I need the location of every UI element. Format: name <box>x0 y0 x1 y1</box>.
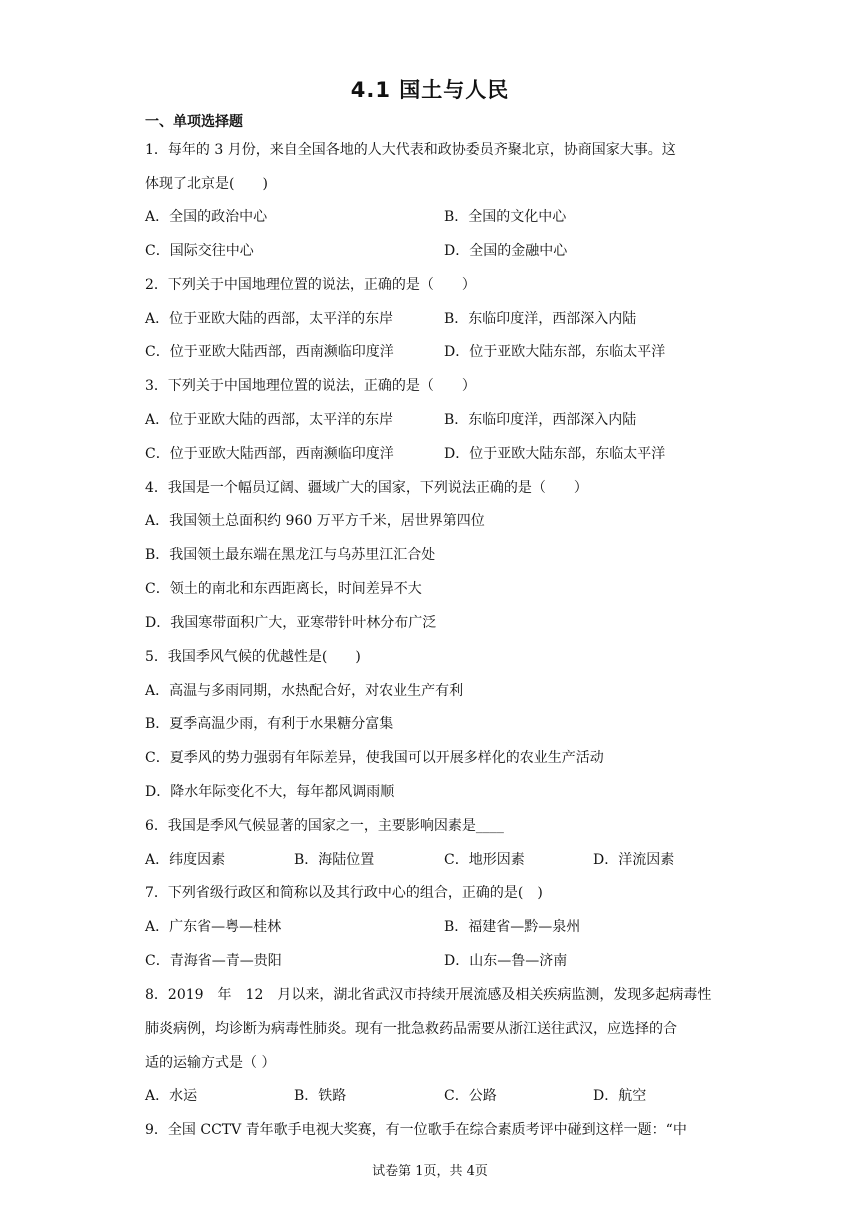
question-1-line-2: 体现了北京是( ) <box>145 176 268 192</box>
question-2-option-b: B．东临印度洋，西部深入内陆 <box>444 311 637 327</box>
question-4-option-b: B．我国领土最东端在黑龙江与乌苏里江汇合处 <box>145 547 436 563</box>
question-3-option-a: A．位于亚欧大陆的西部，太平洋的东岸 <box>145 412 394 428</box>
question-7-option-c: C．青海省—青—贵阳 <box>145 953 282 969</box>
question-8-option-c: C．公路 <box>444 1088 497 1104</box>
question-7-option-b: B．福建省—黔—泉州 <box>444 919 581 935</box>
question-6-option-a: A．纬度因素 <box>145 852 226 868</box>
question-1-option-a: A．全国的政治中心 <box>145 209 268 225</box>
page-title: 4.1 国土与人民 <box>350 78 510 102</box>
question-4-option-c: C．领土的南北和东西距离长，时间差异不大 <box>145 581 422 597</box>
question-8-option-a: A．水运 <box>145 1088 198 1104</box>
question-5-option-a: A．高温与多雨同期，水热配合好，对农业生产有利 <box>145 683 464 699</box>
question-2-option-a: A．位于亚欧大陆的西部，太平洋的东岸 <box>145 311 394 327</box>
question-2-option-c: C．位于亚欧大陆西部，西南濒临印度洋 <box>145 344 394 360</box>
question-7-option-a: A．广东省—粤—桂林 <box>145 919 282 935</box>
question-2-option-d: D．位于亚欧大陆东部，东临太平洋 <box>444 344 666 360</box>
question-3-option-d: D．位于亚欧大陆东部，东临太平洋 <box>444 446 666 462</box>
question-8-line-3: 适的运输方式是（ ） <box>145 1055 276 1071</box>
question-8-option-d: D．航空 <box>593 1088 647 1104</box>
question-1-option-c: C．国际交往中心 <box>145 243 254 259</box>
question-3-line-1: 3．下列关于中国地理位置的说法，正确的是（ ） <box>145 378 476 394</box>
question-5-line-1: 5．我国季风气候的优越性是( ) <box>145 649 361 665</box>
page-footer: 试卷第 1页，共 4页 <box>372 1164 488 1179</box>
question-4-option-a: A．我国领土总面积约 960 万平方千米，居世界第四位 <box>145 513 485 529</box>
question-6-option-d: D．洋流因素 <box>593 852 675 868</box>
question-7-line-1: 7．下列省级行政区和简称以及其行政中心的组合，正确的是( ) <box>145 885 543 901</box>
question-5-option-c: C．夏季风的势力强弱有年际差异，使我国可以开展多样化的农业生产活动 <box>145 750 604 766</box>
question-1-option-b: B．全国的文化中心 <box>444 209 567 225</box>
question-2-line-1: 2．下列关于中国地理位置的说法，正确的是（ ） <box>145 277 476 293</box>
question-6-line-1: 6．我国是季风气候显著的国家之一，主要影响因素是____ <box>145 818 504 834</box>
question-6-option-c: C．地形因素 <box>444 852 525 868</box>
question-1-option-d: D．全国的金融中心 <box>444 243 568 259</box>
section-heading: 一、单项选择题 <box>145 114 243 130</box>
question-3-option-c: C．位于亚欧大陆西部，西南濒临印度洋 <box>145 446 394 462</box>
question-6-option-b: B．海陆位置 <box>294 852 375 868</box>
question-7-option-d: D．山东—鲁—济南 <box>444 953 568 969</box>
question-8-line-1: 8．2019 年 12 月以来，湖北省武汉市持续开展流感及相关疾病监测，发现多起病毒性 <box>145 987 712 1003</box>
question-8-option-b: B．铁路 <box>294 1088 347 1104</box>
question-4-line-1: 4．我国是一个幅员辽阔、疆域广大的国家，下列说法正确的是（ ） <box>145 480 588 496</box>
question-5-option-b: B．夏季高温少雨，有利于水果糖分富集 <box>145 716 394 732</box>
question-8-line-2: 肺炎病例，均诊断为病毒性肺炎。现有一批急救药品需要从浙江送往武汉，应选择的合 <box>145 1021 677 1037</box>
question-3-option-b: B．东临印度洋，西部深入内陆 <box>444 412 637 428</box>
question-1-line-1: 1．每年的 3 月份，来自全国各地的人大代表和政协委员齐聚北京，协商国家大事。这 <box>145 142 676 158</box>
question-4-option-d: D．我国寒带面积广大，亚寒带针叶林分布广泛 <box>145 615 437 631</box>
question-9-line-1: 9．全国 CCTV 青年歌手电视大奖赛，有一位歌手在综合素质考评中碰到这样一题：“中 <box>145 1122 687 1138</box>
question-5-option-d: D．降水年际变化不大，每年都风调雨顺 <box>145 784 395 800</box>
